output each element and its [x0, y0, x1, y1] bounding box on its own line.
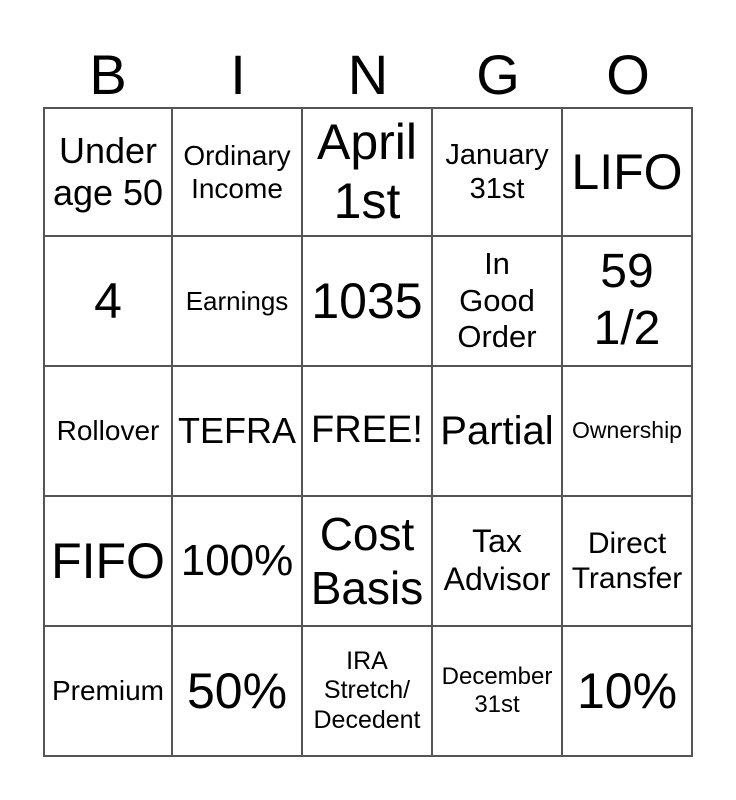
- bingo-cell[interactable]: 10%: [563, 627, 693, 757]
- header-letter-b: B: [89, 43, 127, 106]
- bingo-cell[interactable]: 4: [43, 237, 173, 367]
- bingo-cell[interactable]: 50%: [173, 627, 303, 757]
- header-letter-o: O: [606, 43, 650, 106]
- bingo-cell[interactable]: Rollover: [43, 367, 173, 497]
- bingo-header: [43, 42, 693, 108]
- bingo-card-grid: [43, 107, 693, 757]
- bingo-cell[interactable]: Partial: [433, 367, 563, 497]
- bingo-cell[interactable]: 1035: [303, 237, 433, 367]
- header-letter-n: N: [347, 43, 389, 106]
- bingo-cell[interactable]: TEFRA: [173, 367, 303, 497]
- free-space-cell[interactable]: FREE!: [303, 367, 433, 497]
- header-letter-i: I: [230, 43, 246, 106]
- bingo-cell[interactable]: Premium: [43, 627, 173, 757]
- bingo-cell[interactable]: LIFO: [563, 107, 693, 237]
- bingo-cell[interactable]: Tax Advisor: [433, 497, 563, 627]
- bingo-cell[interactable]: FIFO: [43, 497, 173, 627]
- bingo-cell[interactable]: December 31st: [433, 627, 563, 757]
- bingo-cell[interactable]: In Good Order: [433, 237, 563, 367]
- header-letter-g: G: [476, 43, 520, 106]
- bingo-cell[interactable]: Cost Basis: [303, 497, 433, 627]
- bingo-cell[interactable]: April 1st: [303, 107, 433, 237]
- bingo-cell[interactable]: Under age 50: [43, 107, 173, 237]
- bingo-cell[interactable]: Ownership: [563, 367, 693, 497]
- bingo-cell[interactable]: 100%: [173, 497, 303, 627]
- bingo-cell[interactable]: 59 1/2: [563, 237, 693, 367]
- bingo-cell[interactable]: Direct Transfer: [563, 497, 693, 627]
- bingo-cell[interactable]: Ordinary Income: [173, 107, 303, 237]
- bingo-cell[interactable]: IRA Stretch/ Decedent: [303, 627, 433, 757]
- bingo-cell[interactable]: Earnings: [173, 237, 303, 367]
- bingo-cell[interactable]: January 31st: [433, 107, 563, 237]
